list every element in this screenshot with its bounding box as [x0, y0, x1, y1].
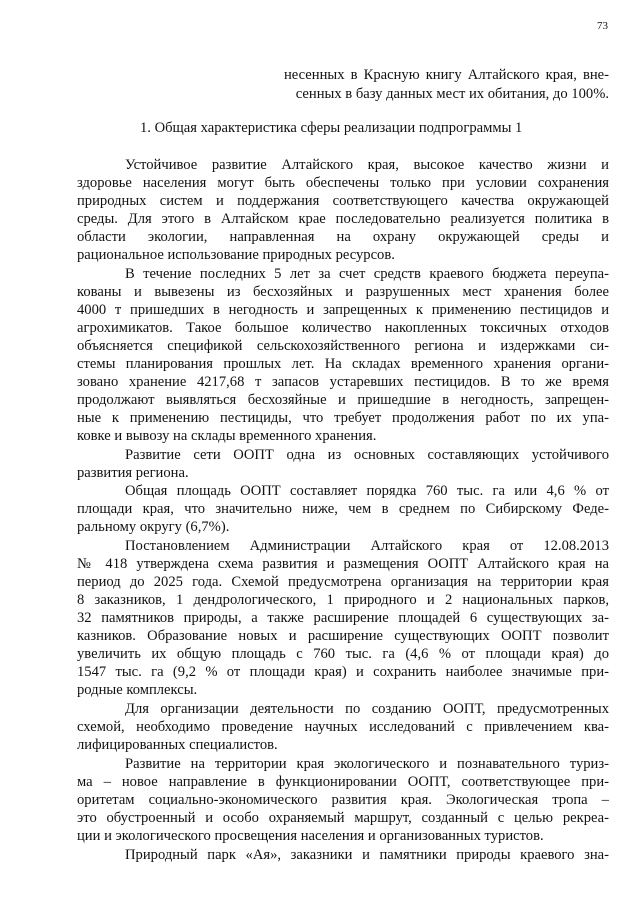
text-line: среды. Для этого в Алтайском крае последовательно реализуется политика в [77, 211, 609, 227]
text-line: период до 2025 года. Схемой предусмотрена организация на территории края [77, 574, 609, 590]
continuation-line: несенных в Красную книгу Алтайского края, вне- [284, 67, 609, 83]
text-line: Развитие на территории края экологического и познавательного туриз- [125, 756, 609, 772]
text-line: 32 памятников природы, а также расширение площадей 6 существующих за- [77, 610, 609, 626]
text-line: ма – новое направление в функционировании ООПТ, соответствующее при- [77, 774, 609, 790]
text-line: ральному округу (6,7%). [77, 519, 230, 535]
text-line: увеличить их общую площадь с 760 тыс. га (4,6 % от площади края) до [77, 646, 609, 662]
page-number: 73 [597, 20, 608, 32]
text-line: 1547 тыс. га (9,2 % от площади края) и сохранить наиболее значимые при- [77, 664, 609, 680]
text-line: № 418 утверждена схема развития и размещения ООПТ Алтайского края на [77, 556, 609, 572]
text-line: 4000 т пришедших в негодность и запрещенных к применению пестицидов и [77, 302, 609, 318]
text-line: кованы и вывезены из бесхозяйных и разрушенных мест хранения более [77, 284, 609, 300]
text-line: Постановлением Администрации Алтайского края от 12.08.2013 [125, 538, 609, 554]
text-line: родные комплексы. [77, 682, 198, 698]
text-line: Общая площадь ООПТ составляет порядка 760 тыс. га или 4,6 % от [125, 483, 609, 499]
text-line: ковке и вывозу на склады временного хранения. [77, 428, 377, 444]
text-line: развития региона. [77, 465, 189, 481]
text-line: рациональное использование природных ресурсов. [77, 247, 395, 263]
text-line: здоровье населения могут быть обеспечены только при условии сохранения [77, 175, 609, 191]
text-line: площади края, что значительно ниже, чем в среднем по Сибирскому Феде- [77, 501, 609, 517]
text-line: природных систем и поддержания соответствующего качества окружающей [77, 193, 609, 209]
text-line: лифицированных специалистов. [77, 737, 278, 753]
text-line: ные к применению пестициды, что требует продолжения работ по их упа- [77, 410, 609, 426]
text-line: Устойчивое развитие Алтайского края, высокое качество жизни и [125, 157, 609, 173]
text-line: продолжают выявляться бесхозяйные и пришедшие в негодность, запрещен- [77, 392, 609, 408]
text-line: оритетам социально-экономического развития края. Экологическая тропа – [77, 792, 609, 808]
text-line: объясняется спецификой сельскохозяйственного региона и издержками си- [77, 338, 609, 354]
text-line: зовано хранение 4217,68 т запасов устаревших пестицидов. В то же время [77, 374, 609, 390]
text-line: ции и экологического просвещения населения и организованных туристов. [77, 828, 544, 844]
text-line: стемы планирования прошлых лет. На складах временного хранения органи- [77, 356, 609, 372]
text-line: казников. Образование новых и расширение существующих ООПТ позволит [77, 628, 609, 644]
text-line: Развитие сети ООПТ одна из основных составляющих устойчивого [125, 447, 609, 463]
text-line: агрохимикатов. Такое большое количество накопленных токсичных отходов [77, 320, 609, 336]
text-line: Природный парк «Ая», заказники и памятники природы краевого зна- [125, 847, 609, 863]
text-line: схемой, необходимо проведение научных исследований с привлечением ква- [77, 719, 609, 735]
text-line: это обустроенный и особо охраняемый маршрут, созданный с целью рекреа- [77, 810, 609, 826]
text-line: 8 заказников, 1 дендрологического, 1 природного и 2 национальных парков, [77, 592, 609, 608]
continuation-line: сенных в базу данных мест их обитания, до 100%. [295, 86, 609, 102]
text-line: В течение последних 5 лет за счет средств краевого бюджета переупа- [125, 266, 609, 282]
text-line: области экологии, направленная на охрану окружающей среды и [77, 229, 609, 245]
text-line: Для организации деятельности по созданию ООПТ, предусмотренных [125, 701, 609, 717]
section-heading: 1. Общая характеристика сферы реализации подпрограммы 1 [140, 120, 523, 136]
